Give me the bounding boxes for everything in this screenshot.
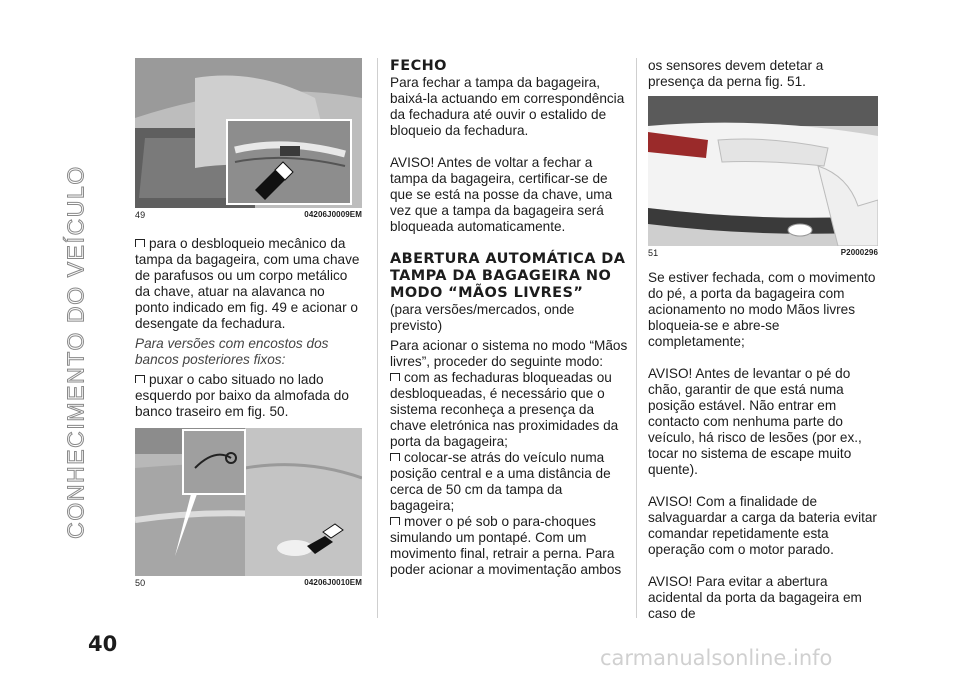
seat-cable-illustration [135,428,362,576]
figure-code: 04206J0010EM [304,578,362,587]
bullet-icon [135,375,145,383]
bullet-paragraph [135,236,362,332]
site-watermark: carmanualsonline.info [600,646,833,670]
italic-note: Para versões com encostos dos bancos posteriores fixos: [135,336,329,367]
paragraph-text: puxar o cabo situado no lado esquerdo por baixo da almofada do banco traseiro em fig. 50. [135,372,349,419]
warning-paragraph: AVISO! Para evitar a abertura acidental da porta da bagageira em caso de [648,574,862,621]
chapter-side-title: CONHECIMENTO DO VEÍCULO [62,165,89,539]
figure-number: 50 [135,578,146,588]
bullet-paragraph [390,514,628,578]
column-middle [390,58,628,578]
bullet-paragraph [390,450,628,514]
figure-number: 51 [648,248,659,258]
page-number: 40 [88,632,118,656]
hands-free-tailgate-illustration [648,96,878,246]
paragraph: Se estiver fechada, com o movimento do pé, a porta da bagageira com acionamento no modo Mãos livres bloqueia-se e abre-se completamente; [648,270,876,349]
figure-code: P2000296 [840,248,878,257]
figure-number: 49 [135,210,146,220]
figure-51-caption [648,248,878,258]
paragraph-text: para o desbloqueio mecânico da tampa da bagageira, com uma chave de parafusos ou um corpo metálico da chave, atuar na alavanca no ponto indicado em fig. 49 e acionar o desengate da fechadura. [135,236,360,331]
figure-50-caption [135,578,362,588]
paragraph: os sensores devem detetar a presença da perna fig. 51. [648,58,824,89]
figure-51 [648,96,878,258]
bullet-paragraph [135,372,362,420]
column-divider [636,58,637,618]
section-heading: FECHO [390,58,447,74]
trunk-lock-illustration [135,58,362,208]
column-left [135,58,362,588]
figure-49-caption [135,210,362,220]
column-right [648,58,878,622]
section-heading: ABERTURA AUTOMÁTICA DA TAMPA DA BAGAGEIRA NO MODO “MÃOS LIVRES” [390,251,626,301]
paragraph-text: colocar-se atrás do veículo numa posição central e a uma distância de cerca de 50 cm da tampa da bagageira; [390,450,611,513]
warning-paragraph: AVISO! Antes de levantar o pé do chão, garantir de que está numa posição estável. Não entrar em contacto com nenhuma parte do veículo, há risco de lesões (por ex., tocar no sistema de escape muito quente). [648,366,862,477]
paragraph: Para acionar o sistema no modo “Mãos livres”, proceder do seguinte modo: [390,338,628,369]
column-divider [377,58,378,618]
paragraph: Para fechar a tampa da bagageira, baixá-la actuando em correspondência da fechadura até ouvir o estalido de bloqueio da fechadura. [390,75,625,138]
warning-paragraph: AVISO! Com a finalidade de salvaguardar a carga da bateria evitar comandar repetidamente esta operação com o motor parado. [648,494,877,557]
bullet-paragraph [390,370,628,450]
bullet-icon [390,373,400,381]
bullet-icon [135,239,145,247]
bullet-icon [390,453,400,461]
figure-code: 04206J0009EM [304,210,362,219]
bullet-icon [390,517,400,525]
figure-50 [135,428,362,588]
warning-paragraph: AVISO! Antes de voltar a fechar a tampa da bagageira, certificar-se de que se está na posse da chave, uma vez que a tampa da bagageira será bloqueada automaticamente. [390,155,613,234]
figure-49 [135,58,362,220]
paragraph-text: mover o pé sob o para-choques simulando um pontapé. Com um movimento final, retrair a perna. Para poder acionar a movimentação ambos [390,514,622,577]
paragraph: (para versões/mercados, onde previsto) [390,302,575,333]
paragraph-text: com as fechaduras bloqueadas ou desbloqueadas, é necessário que o sistema reconheça a presença da chave eletrónica nas proximidades da porta da bagageira; [390,370,619,449]
